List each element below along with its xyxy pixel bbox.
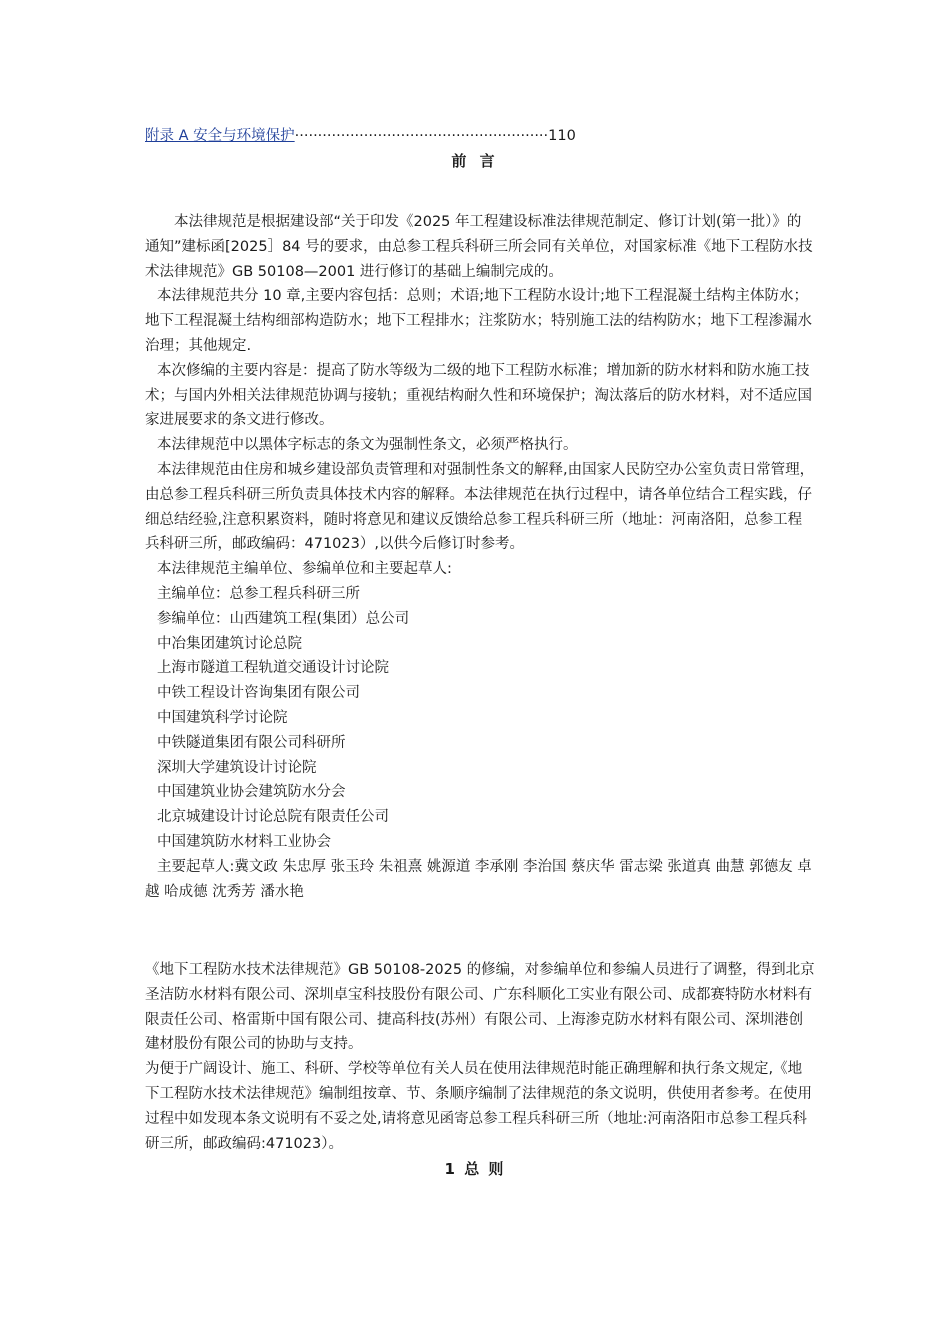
toc-leader-dots: ·······················································: [294, 128, 549, 144]
chief-editor-unit: 主编单位：总参工程兵科研三所: [157, 585, 360, 602]
participant-item: 中国建筑防水材料工业协会: [157, 833, 331, 850]
preface-body: [145, 210, 815, 904]
revision-note: 《地下工程防水技术法律规范》GB 50108-2025 的修编，对参编单位和参编人员进行了调整，得到北京圣洁防水材料有限公司、深圳卓宝科技股份有限公司、广东科顺化工实业有限公司、成都赛特防水材料有限责任公司、格雷斯中国有限公司、捷高科技(苏州）有限公司、上海渗克防水材料有限公司、深圳港创建材股份有限公司的协助与支持。: [145, 962, 815, 1053]
participating-unit: 参编单位：山西建筑工程(集团）总公司: [157, 610, 410, 627]
participant-item: 北京城建设计讨论总院有限责任公司: [157, 809, 389, 826]
participant-item: 深圳大学建筑设计讨论院: [157, 759, 317, 776]
participant-item: 上海市隧道工程轨道交通设计讨论院: [157, 660, 389, 677]
drafters-list: 主要起草人:冀文政 朱忠厚 张玉玲 朱祖熹 姚源道 李承刚 李治国 蔡庆华 雷志梁 张道真 曲慧 郭德友 卓 越 哈成德 沈秀芳 潘水艳: [145, 858, 812, 900]
preface-paragraph: 本法律规范共分 10 章,主要内容包括：总则；术语;地下工程防水设计;地下工程混凝土结构主体防水；地下工程混凝土结构细部构造防水；地下工程排水；注浆防水；特别施工法的结构防水；地下工程渗漏水治理；其他规定.: [145, 288, 812, 354]
revision-notes: [145, 958, 815, 1156]
preface-heading: 前 言: [451, 152, 499, 170]
preface-paragraph: 本法律规范由住房和城乡建设部负责管理和对强制性条文的解释,由国家人民防空办公室负责日常管理，由总参工程兵科研三所负责具体技术内容的解释。本法律规范在执行过程中，请各单位结合工程实践，仔细总结经验,注意积累资料，随时将意见和建议反馈给总参工程兵科研三所（地址：河南洛阳，总参工程兵科研三所，邮政编码：471023）,以供今后修订时参考。: [145, 461, 815, 553]
participant-item: 中冶集团建筑讨论总院: [157, 635, 302, 652]
toc-entry: [145, 126, 576, 146]
chapter-1-heading: 1 总 则: [444, 1160, 506, 1178]
toc-link-appendix-a[interactable]: 附录 A 安全与环境保护: [145, 128, 295, 144]
participant-item: 中铁工程设计咨询集团有限公司: [157, 685, 360, 702]
preface-paragraph: 本次修编的主要内容是：提高了防水等级为二级的地下工程防水标准；增加新的防水材料和防水施工技术；与国内外相关法律规范协调与接轨；重视结构耐久性和环境保护；淘汰落后的防水材料，对不适应国家进展要求的条文进行修改。: [145, 362, 812, 429]
preface-paragraph: 本法律规范主编单位、参编单位和主要起草人:: [157, 561, 452, 578]
preface-paragraph: 本法律规范中以黑体字标志的条文为强制性条文，必须严格执行。: [157, 437, 578, 454]
toc-page-number: 110: [548, 128, 576, 144]
participant-item: 中铁隧道集团有限公司科研所: [157, 734, 346, 751]
participant-item: 中国建筑科学讨论院: [157, 709, 288, 726]
explanation-note: 为便于广阔设计、施工、科研、学校等单位有关人员在使用法律规范时能正确理解和执行条文规定,《地下工程防水技术法律规范》编制组按章、节、条顺序编制了法律规范的条文说明，供使用者参考。在使用过程中如发现本条文说明有不妥之处,请将意见函寄总参工程兵科研三所（地址:河南洛阳市总参工程兵科研三所，邮政编码:471023）。: [145, 1061, 812, 1152]
participant-item: 中国建筑业协会建筑防水分会: [157, 784, 346, 801]
preface-paragraph: 本法律规范是根据建设部“关于印发《2025 年工程建设标准法律规范制定、修订计划(第一批）》的通知”建标函[2025］84 号的要求，由总参工程兵科研三所会同有关单位，对国家标准《地下工程防水技术法律规范》GB 50108—2001 进行修订的基础上编制完成的。: [145, 214, 813, 280]
